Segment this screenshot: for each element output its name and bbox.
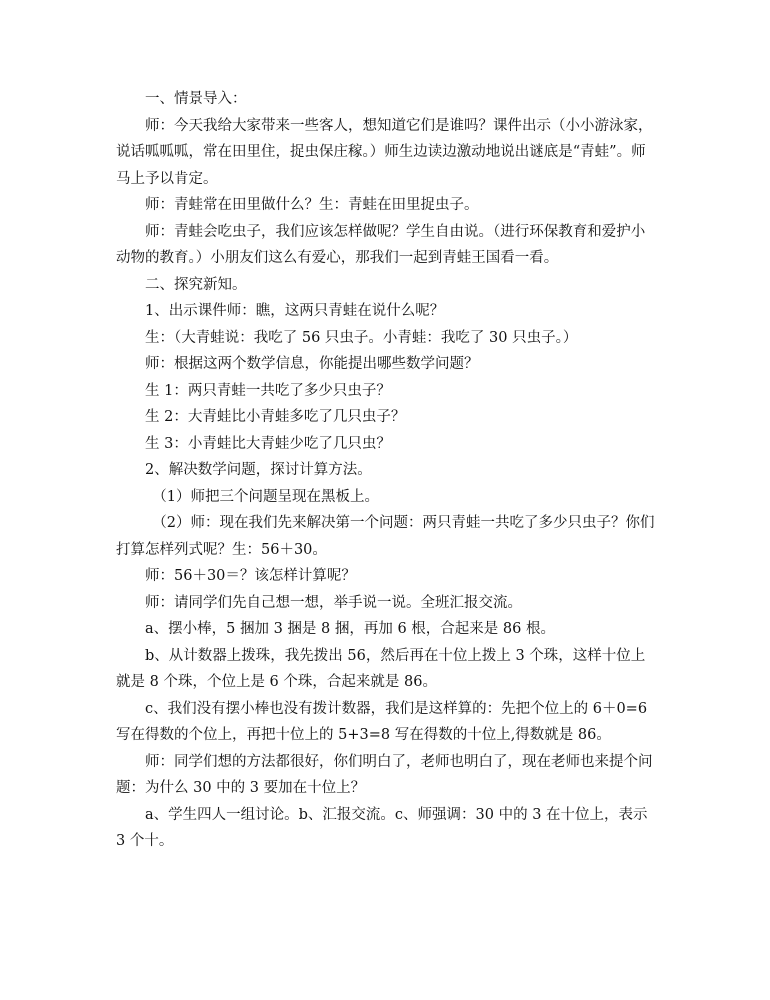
paragraph-method-b: b、从计数器上拨珠，我先拨出 56，然后再在十位上拨上 3 个珠，这样十位上就是 8 个珠，个位上是 6 个珠，合起来就是 86。 xyxy=(116,647,646,690)
section-heading-intro: 一、情景导入： xyxy=(145,91,247,107)
paragraph-frog-field: 师：青蛙常在田里做什么？生：青蛙在田里捉虫子。 xyxy=(145,197,479,213)
paragraph-discussion: a、学生四人一组讨论。b、汇报交流。c、师强调：30 中的 3 在十位上，表示 3 个十。 xyxy=(116,806,653,849)
section-heading-explore: 二、探究新知。 xyxy=(145,276,247,293)
paragraph-method-a: a、摆小棒，5 捆加 3 捆是 8 捆，再加 6 根，合起来是 86 根。 xyxy=(145,621,555,637)
paragraph-frog-dialogue: 生：（大青蛙说：我吃了 56 只虫子。小青蛙：我吃了 30 只虫子。） xyxy=(145,329,578,346)
paragraph-riddle: 师：今天我给大家带来一些客人，想知道它们是谁吗？课件出示（小小游泳家，说话呱呱呱，常在田里住，捉虫保庄稼。）师生边读边激动地说出谜底是“青蛙”。师马上予以肯定。 xyxy=(116,117,653,187)
paragraph-step-2: （2）师：现在我们先来解决第一个问题：两只青蛙一共吃了多少只虫子？你们打算怎样列式呢？生：56＋30。 xyxy=(116,515,655,558)
paragraph-solve-problems: 2、解决数学问题，探讨计算方法。 xyxy=(145,462,372,478)
paragraph-student-3: 生 3：小青蛙比大青蛙少吃了几只虫？ xyxy=(145,435,391,452)
paragraph-ask-questions: 师：根据这两个数学信息，你能提出哪些数学问题？ xyxy=(145,356,479,372)
paragraph-environment: 师：青蛙会吃虫子，我们应该怎样做呢？学生自由说。（进行环保教育和爱护小动物的教育。）小朋友们这么有爱心，那我们一起到青蛙王国看一看。 xyxy=(116,223,646,266)
paragraph-teacher-question: 师：同学们想的方法都很好，你们明白了，老师也明白了，现在老师也来提个问题：为什么 30 中的 3 要加在十位上？ xyxy=(116,753,653,796)
document-page xyxy=(116,86,656,855)
paragraph-student-2: 生 2：大青蛙比小青蛙多吃了几只虫子？ xyxy=(145,409,406,425)
paragraph-courseware: 1、出示课件师：瞧，这两只青蛙在说什么呢？ xyxy=(145,303,445,319)
paragraph-how-to-compute: 师：56＋30＝？该怎样计算呢？ xyxy=(145,568,356,584)
paragraph-student-1: 生 1：两只青蛙一共吃了多少只虫子？ xyxy=(145,382,391,399)
paragraph-step-1: （1）师把三个问题呈现在黑板上。 xyxy=(152,488,379,505)
paragraph-method-c: c、我们没有摆小棒也没有拨计数器，我们是这样算的：先把个位上的 6＋0=6 写在得数的个位上，再把十位上的 5+3=8 写在得数的十位上,得数就是 86。 xyxy=(116,700,652,743)
paragraph-think-share: 师：请同学们先自己想一想，举手说一说。全班汇报交流。 xyxy=(145,594,522,611)
